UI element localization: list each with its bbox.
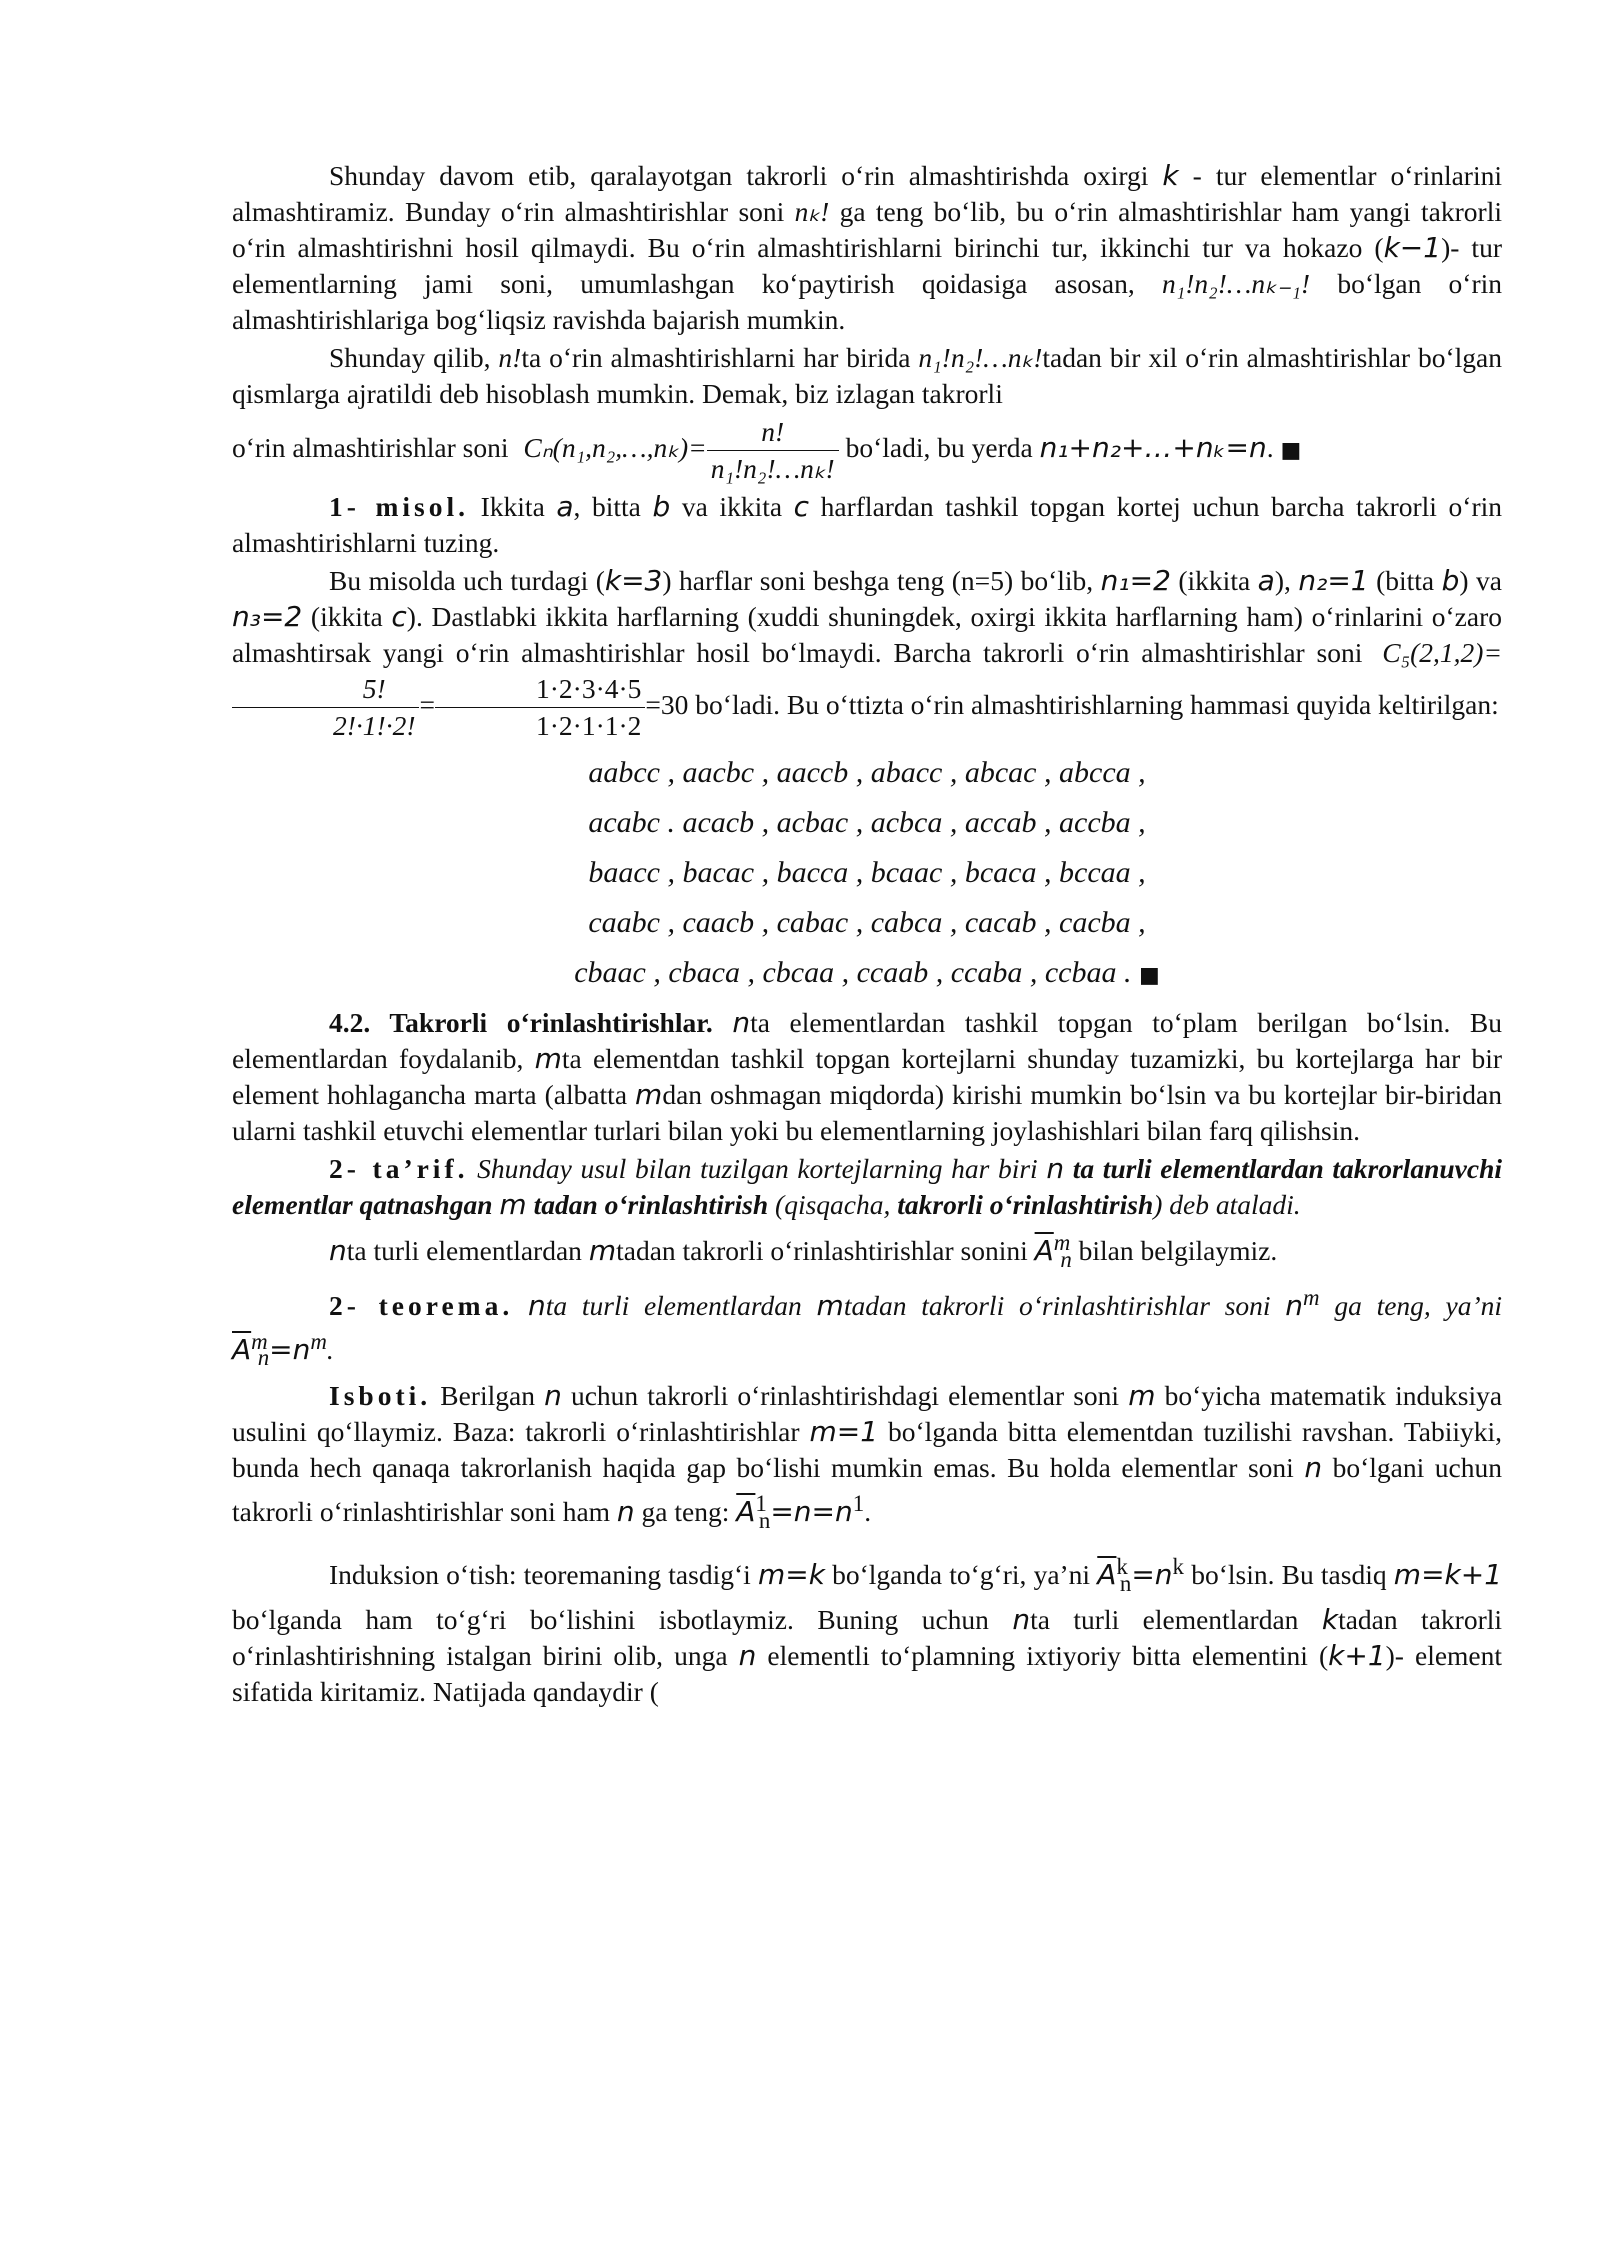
- list-item: baacc , bacac , bacca , bcaac , bcaca , bccaa ,: [588, 856, 1146, 889]
- list-item: acabc . acacb , acbac , acbca , accab , accba ,: [588, 806, 1146, 839]
- section-heading: 4.2. Takrorli o‘rinlashtirishlar.: [329, 1007, 713, 1038]
- formula-lhs: Cₙ(n₁,n₂,…,nₖ)=: [523, 431, 707, 463]
- formula-fraction-2: $\frac{1\cdot 2\cdot 3\cdot 4\cdot 5}{1\cdot 2\cdot 1\cdot 1\cdot 2}$: [435, 671, 645, 744]
- paragraph-5: nta turli elementlardan mtadan takrorli o‘rinlashtirishlar sonini $\overline{A}^m_n$ bilan belgilaymiz.: [329, 1230, 1278, 1272]
- formula-fraction: $\frac{n!}{\text{n₁!n₂!…nₖ!}}$: [707, 414, 839, 487]
- formula-fraction-1: $\frac{5!}{2!\cdot 1!\cdot 2!}$: [232, 671, 419, 744]
- paragraph-3: o‘rin almashtirishlar soni Cₙ(n₁,n₂,…,nₖ)= $\frac{n!}{\text{n₁!n₂!…nₖ!}}$ bo‘ladi, bu yerda n₁+n₂+…+nₖ=n. ■: [232, 414, 1502, 487]
- example-1: 1- misol. Ikkita a, bitta b va ikkita c harflardan tashkil topgan kortej uchun barcha takrorli o‘rin almashtirishlarni tuzing.: [232, 490, 1502, 558]
- definition-2: 2- ta’rif. Shunday usul bilan tuzilgan kortejlarning har biri n ta turli elementlardan takrorlanuvchi elementlar qatnashgan m tadan o‘rinlashtirish (qisqacha, takrorli o‘rinlashtirish) deb ataladi.: [232, 1152, 1503, 1221]
- paragraph-1: Shunday davom etib, qaralayotgan takrorli o‘rin almashtirishda oxirgi k - tur elementlar o‘rinlarini almashtiramiz. Bunday o‘rin almashtirishlar soni nₖ! ga teng bo‘lib, bu o‘rin almashtirishlar ham yangi takrorli o‘rin almashtirishni hosil qilmaydi. Bu o‘rin almashtirishlarni birinchi tur, ikkinchi tur va hokazo (k−1)- tur elementlarning jami soni, umumlashgan ko‘paytirish qoidasiga asosan, n₁!n₂!…nₖ₋₁! bo‘lgan o‘rin almashtirishlariga bog‘liqsiz ravishda bajarish mumkin.: [232, 159, 1503, 335]
- paragraph-2: Shunday qilib, n!ta o‘rin almashtirishlarni har birida n₁!n₂!…nₖ!tadan bir xil o‘rin almashtirishlar bo‘lgan qismlarga ajratildi deb hisoblash mumkin. Demak, biz izlagan takrorli: [232, 342, 1503, 409]
- proof: Isboti. Berilgan n uchun takrorli o‘rinlashtirishdagi elementlar soni m bo‘yicha matematik induksiya usulini qo‘llaymiz. Baza: takrorli o‘rinlashtirishlar m=1 bo‘lganda bitta elementdan tuzilishi ravshan. Tabiiyki, bunda hech qanaqa takrorlanish haqida gap bo‘lishi mumkin emas. Bu holda elementlar soni n bo‘lgani uchun takrorli o‘rinlashtirishlar soni ham n ga teng: $\overline{A}^1_n=n=n^1$.: [232, 1379, 1503, 1534]
- qed-mark: ■: [1280, 437, 1302, 463]
- document-body: [232, 158, 1502, 1712]
- section-4-2: 4.2. Takrorli o‘rinlashtirishlar. nta elementlardan tashkil topgan to‘plam berilgan bo‘lsin. Bu elementlardan foydalanib, mta elementdan tashkil topgan kortejlarni shunday tuzamizki, bu kortejlarga har bir element hohlagancha marta (albatta mdan oshmagan miqdorda) kirishi mumkin bo‘lsin va bu kortejlar bir-biridan ularni tashkil etuvchi elementlar turlari bilan yoki bu elementlarning joylashishlari bilan farq qilishsin.: [232, 1006, 1502, 1146]
- theorem-2: 2- teorema. nta turli elementlardan mtadan takrorli o‘rinlashtirishlar soni $n^m$ ga teng, ya’ni $\overline{A}^m_n=n^m$.: [232, 1284, 1503, 1371]
- permutation-list: [232, 748, 1502, 1001]
- list-item: cbaac , cbaca , cbcaa , ccaab , ccaba , ccbaa . ■: [574, 956, 1160, 989]
- list-item: caabc , caacb , cabac , cabca , cacab , cacba ,: [588, 906, 1146, 939]
- list-item: aabcc , aacbc , aaccb , abacc , abcac , abcca ,: [588, 756, 1146, 789]
- induction-step: Induksion o‘tish: teoremaning tasdig‘i m=k bo‘lganda to‘g‘ri, ya’ni $\overline{A}^k_n=n^k$ bo‘lsin. Bu tasdiq m=k+1 bo‘lganda ham to‘g‘ri bo‘lishini isbotlaymiz. Buning uchun nta turli elementlardan ktadan takrorli o‘rinlashtirishning istalgan birini olib, unga n elementli to‘plamning ixtiyoriy bitta elementini (k+1)- element sifatida kiritamiz. Natijada qandaydir (: [232, 1554, 1503, 1707]
- qed-mark: ■: [1139, 963, 1160, 988]
- paragraph-4: Bu misolda uch turdagi (k=3) harflar soni beshga teng (n=5) bo‘lib, n₁=2 (ikkita a), n₂=1 (bitta b) va n₃=2 (ikkita c). Dastlabki ikkita harflarning (xuddi shuningdek, oxirgi ikkita harflarning ham) o‘rinlarini o‘zaro almashtirsak yangi o‘rin almashtirishlar hosil bo‘lmaydi. Barcha takrorli o‘rin almashtirishlar soni C₅(2,1,2)= $\frac{5!}{2!\cdot 1!\cdot 2!}$ = $\frac{1\cdot 2\cdot 3\cdot 4\cdot 5}{1\cdot 2\cdot 1\cdot 1\cdot 2}$ =30 bo‘ladi. Bu o‘ttizta o‘rin almashtirishlarning hammasi quyida keltirilgan:: [232, 563, 1502, 744]
